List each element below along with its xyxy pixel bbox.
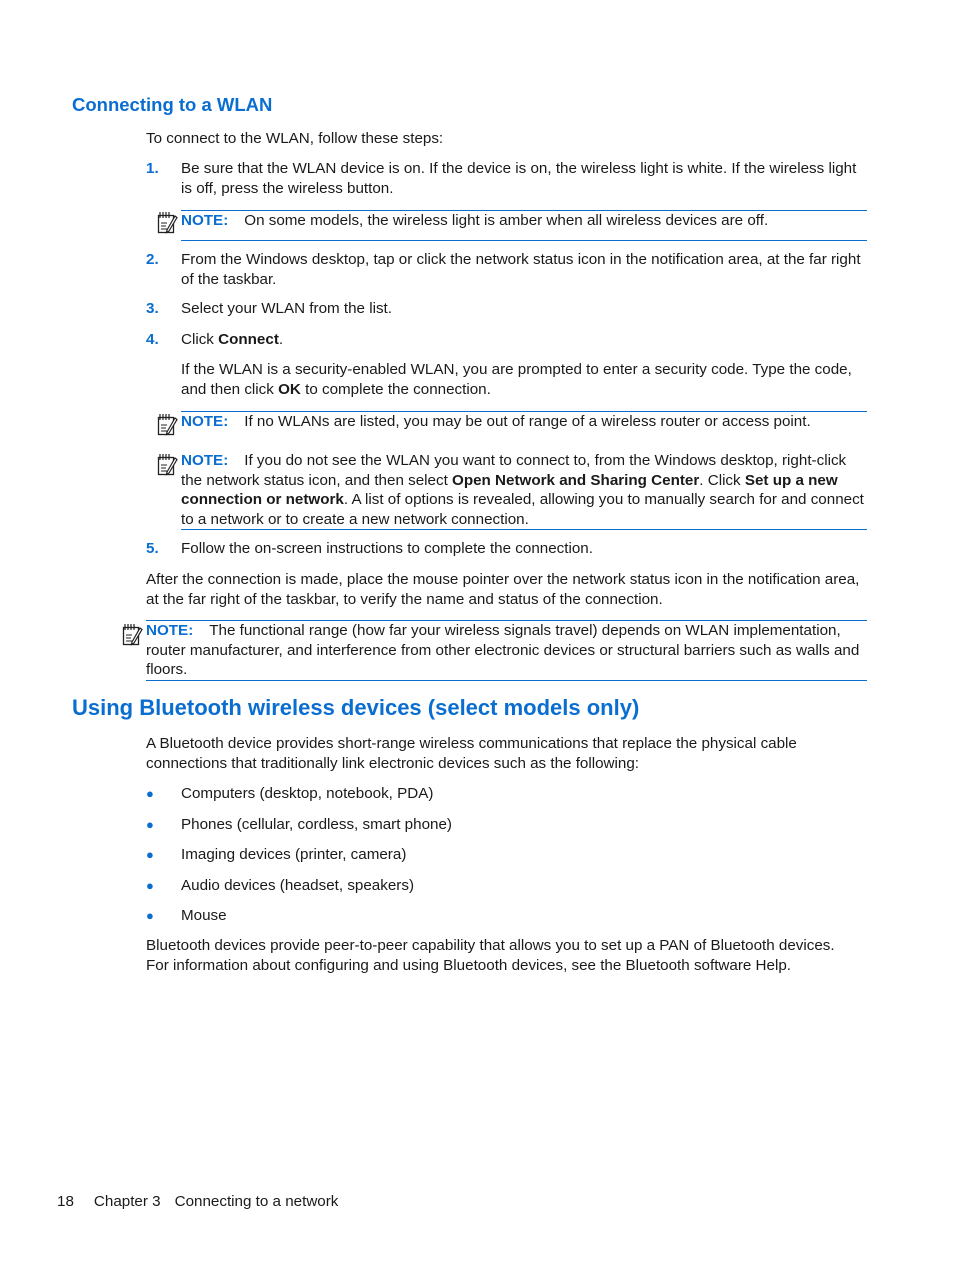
wlan-intro: To connect to the WLAN, follow these steps: xyxy=(146,130,444,147)
list-item-text: Computers (desktop, notebook, PDA) xyxy=(181,785,434,802)
step-number-2: 2. xyxy=(146,251,159,268)
footer-title: Connecting to a network xyxy=(174,1193,339,1210)
note-label: NOTE: xyxy=(181,413,229,430)
note-label: NOTE: xyxy=(146,622,194,639)
note-2-text: If no WLANs are listed, you may be out of range of a wireless router or access point. xyxy=(244,413,811,430)
step-number-1: 1. xyxy=(146,160,159,177)
bullet-icon: ● xyxy=(146,816,154,832)
note-box-3 xyxy=(181,450,867,530)
step-number-5: 5. xyxy=(146,540,159,557)
bullet-icon: ● xyxy=(146,877,154,893)
bullet-icon: ● xyxy=(146,786,154,801)
step-4-paragraph xyxy=(181,360,867,399)
list-item xyxy=(146,845,867,876)
note-3-text-a: If you do not see the WLAN you want to connect to, from the Windows desktop, right-click the network status icon, and then select xyxy=(181,452,847,489)
section-heading-wlan: Connecting to a WLAN xyxy=(72,94,273,115)
note-3-text-e: . A list of options is revealed, allowing you to manually search for and connect to a network or to create a new network connection. xyxy=(181,491,864,528)
step-4-text xyxy=(181,330,867,350)
step-number-4: 4. xyxy=(146,331,159,348)
bullet-icon: ● xyxy=(146,847,154,862)
bluetooth-intro: A Bluetooth device provides short-range wireless communications that replace the physical cable connections that traditionally link electronic devices such as the following: xyxy=(146,735,797,772)
step-4-connect: Connect xyxy=(218,331,279,348)
step-4-ok: OK xyxy=(278,380,301,398)
step-4-para-post: to complete the connection. xyxy=(300,380,491,398)
list-item-text: Imaging devices (printer, camera) xyxy=(181,846,407,863)
list-item xyxy=(146,876,867,907)
step-3-text: Select your WLAN from the list. xyxy=(181,300,393,317)
page-number: 18 xyxy=(57,1193,74,1210)
bluetooth-device-list xyxy=(146,784,867,937)
note-pad-icon xyxy=(156,452,178,476)
note-4-text: The functional range (how far your wireless signals travel) depends on WLAN implementation, router manufacturer, and interference from other electronic devices or structural barriers such as walls and floors. xyxy=(146,622,860,678)
list-item-text: Phones (cellular, cordless, smart phone) xyxy=(181,815,452,833)
list-item xyxy=(146,815,867,846)
list-item xyxy=(146,906,867,937)
section-heading-bluetooth: Using Bluetooth wireless devices (select models only) xyxy=(72,695,640,720)
note-pad-icon xyxy=(156,210,178,234)
list-item-text: Mouse xyxy=(181,907,227,924)
page-footer xyxy=(57,1192,338,1212)
step-5-text: Follow the on-screen instructions to complete the connection. xyxy=(181,540,593,557)
note-label: NOTE: xyxy=(181,212,229,229)
note-label: NOTE: xyxy=(181,452,229,469)
note-3-set-up: Set up a new connection or network xyxy=(181,471,838,508)
step-2-text: From the Windows desktop, tap or click the network status icon in the notification area, at the far right of the taskbar. xyxy=(181,251,861,288)
footer-chapter: Chapter 3 xyxy=(93,1193,161,1210)
list-item xyxy=(146,784,867,815)
list-item-text: Audio devices (headset, speakers) xyxy=(181,876,415,894)
step-1-text: Be sure that the WLAN device is on. If the device is on, the wireless light is white. If the wireless light is off, press the wireless button. xyxy=(181,160,857,197)
step-4-post: . xyxy=(278,331,284,348)
note-box-1 xyxy=(181,210,867,241)
bullet-icon: ● xyxy=(146,908,154,923)
step-4-para-pre: If the WLAN is a security-enabled WLAN, you are prompted to enter a security code. Type the code, and then click xyxy=(181,361,852,398)
note-3-text-c: . Click xyxy=(699,471,745,489)
step-4-pre: Click xyxy=(181,331,219,348)
note-pad-icon xyxy=(156,412,178,436)
bluetooth-outro: Bluetooth devices provide peer-to-peer capability that allows you to set up a PAN of Bluetooth devices. For information about configuring and using Bluetooth devices, see the Bluetooth software Help. xyxy=(146,937,835,974)
after-connection-paragraph: After the connection is made, place the mouse pointer over the network status icon in the notification area, at the far right of the taskbar, to verify the name and status of the connection. xyxy=(146,571,860,608)
note-box-4 xyxy=(146,620,867,681)
note-pad-icon xyxy=(121,622,143,646)
note-3-open-network: Open Network and Sharing Center xyxy=(452,471,700,489)
step-number-3: 3. xyxy=(146,300,159,317)
note-1-text: On some models, the wireless light is amber when all wireless devices are off. xyxy=(244,212,769,229)
note-box-2 xyxy=(181,411,867,441)
